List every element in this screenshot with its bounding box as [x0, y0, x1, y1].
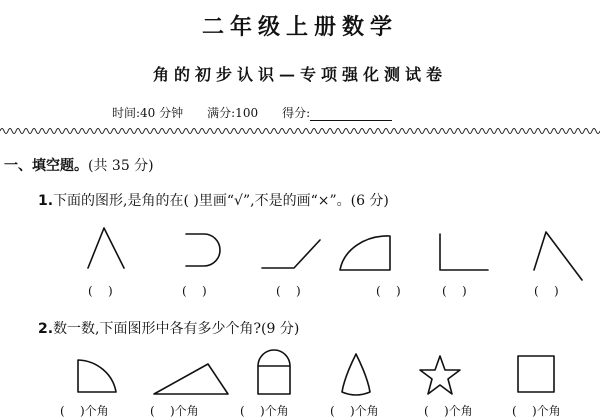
question-2-number: 2. — [38, 321, 54, 337]
angle-count-blank-4[interactable]: ( )个角 — [330, 404, 379, 418]
answer-blank-1[interactable]: ( ) — [88, 284, 113, 298]
answer-blank-4[interactable]: ( ) — [376, 284, 401, 298]
cone-figure — [342, 354, 370, 395]
page-subtitle: 角的初步认识—专项强化测试卷 — [152, 65, 447, 84]
arch-figure — [258, 350, 290, 394]
score-label: 得分: — [282, 106, 311, 120]
angle-count-blank-2[interactable]: ( )个角 — [150, 404, 199, 418]
answer-blank-3[interactable]: ( ) — [276, 284, 301, 298]
page-title: 二年级上册数学 — [201, 15, 398, 40]
answer-blank-5[interactable]: ( ) — [442, 284, 467, 298]
answer-blank-6[interactable]: ( ) — [534, 284, 559, 298]
square-figure — [518, 356, 554, 392]
angle-count-blank-6[interactable]: ( )个角 — [512, 404, 561, 418]
answer-blank-2[interactable]: ( ) — [182, 284, 207, 298]
question-2-text: 数一数,下面图形中各有多少个角?(9 分) — [53, 321, 300, 337]
question-1-text: 下面的图形,是角的在( )里画“√”,不是的画“×”。(6 分) — [53, 193, 389, 209]
time-limit: 时间:40 分钟 — [112, 106, 184, 120]
full-score: 满分:100 — [207, 106, 259, 120]
triangle-figure — [154, 364, 228, 394]
star-figure — [420, 356, 460, 394]
angle-count-blank-1[interactable]: ( )个角 — [60, 404, 109, 418]
section-points: (共 35 分) — [88, 158, 154, 174]
angle-count-blank-3[interactable]: ( )个角 — [240, 404, 289, 418]
question-1-number: 1. — [38, 193, 54, 209]
angle-count-blank-5[interactable]: ( )个角 — [424, 404, 473, 418]
quarter-circle-figure — [78, 360, 116, 392]
section-title: 一、填空题。 — [4, 158, 88, 174]
